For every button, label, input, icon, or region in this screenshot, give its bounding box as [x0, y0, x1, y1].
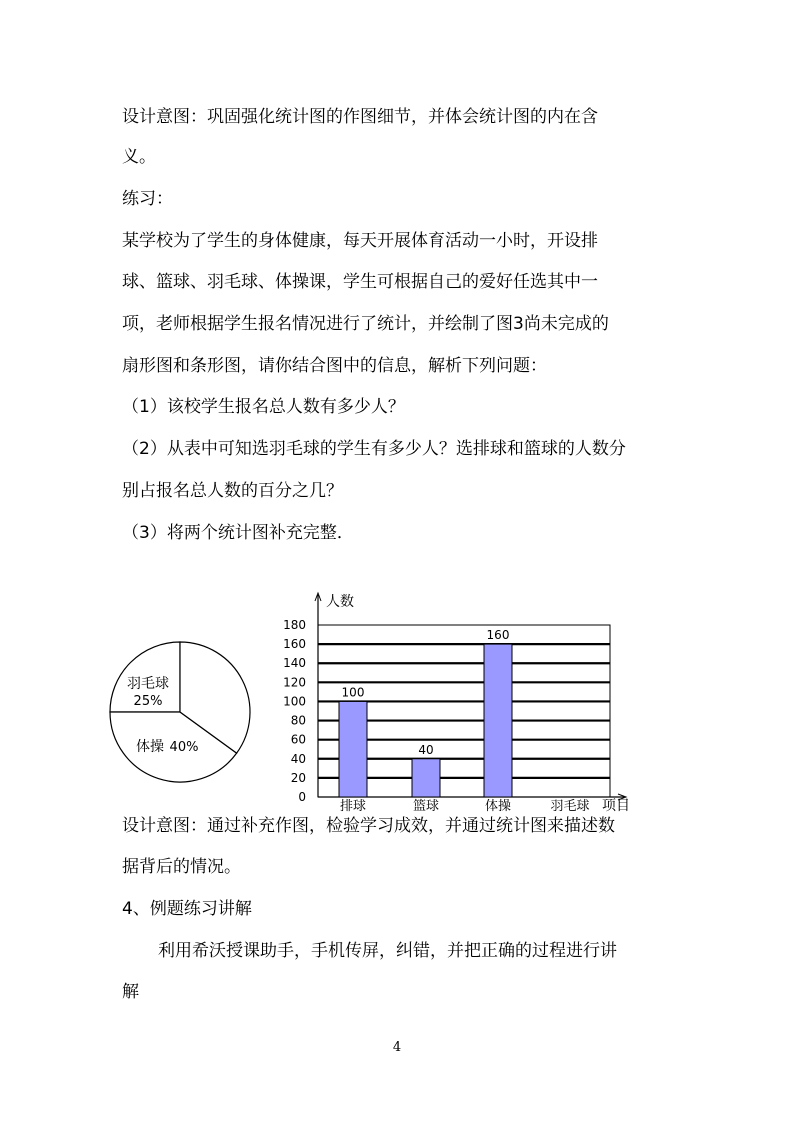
- y-tick-0: 0: [298, 790, 306, 804]
- pie-label-badminton: 羽毛球: [127, 676, 169, 692]
- x-category-1: 篮球: [412, 799, 440, 814]
- design-intent-2-line-1: 设计意图：通过补充作图，检验学习成效，并通过统计图来描述数: [122, 816, 615, 836]
- x-axis-label: 项目: [602, 798, 630, 814]
- problem-line-3: 项，老师根据学生报名情况进行了统计，并绘制了图3尚未完成的: [122, 314, 609, 334]
- x-category-2: 体操: [484, 799, 512, 814]
- y-tick-40: 40: [290, 751, 306, 766]
- question-3: （3）将两个统计图补充完整．: [122, 523, 354, 543]
- y-tick-80: 80: [290, 713, 306, 728]
- question-2-line-1: （2）从表中可知选羽毛球的学生有多少人？选排球和篮球的人数分: [122, 439, 626, 459]
- section-body-line-1: 利用希沃授课助手，手机传屏，纠错，并把正确的过程进行讲: [158, 941, 617, 961]
- bar-value-label-0: 100: [341, 685, 365, 700]
- y-tick-60: 60: [290, 732, 306, 747]
- page-number: 4: [392, 1040, 402, 1055]
- bar-chart: [270, 585, 650, 815]
- y-tick-120: 120: [283, 675, 306, 690]
- section-body-line-2: 解: [122, 982, 139, 1002]
- x-category-0: 排球: [339, 799, 367, 814]
- section-heading: 4、例题练习讲解: [122, 899, 252, 919]
- problem-line-4: 扇形图和条形图，请你结合图中的信息，解析下列问题：: [122, 356, 547, 376]
- y-tick-140: 140: [283, 656, 306, 671]
- design-intent-2-line-2: 据背后的情况。: [122, 857, 241, 877]
- bar-0: [339, 701, 367, 797]
- y-tick-180: 180: [283, 618, 306, 632]
- question-1: （1）该校学生报名总人数有多少人？: [122, 397, 405, 417]
- bar-value-label-2: 160: [486, 628, 510, 643]
- y-tick-160: 160: [283, 637, 306, 652]
- y-tick-20: 20: [290, 770, 306, 785]
- problem-line-2: 球、篮球、羽毛球、体操课，学生可根据自己的爱好任选其中一: [122, 272, 598, 292]
- design-intent-line-1: 设计意图：巩固强化统计图的作图细节，并体会统计图的内在含: [122, 107, 598, 127]
- bar-2: [484, 644, 512, 797]
- bar-1: [412, 759, 440, 797]
- bar-value-label-1: 40: [418, 742, 434, 757]
- pie-value-badminton: 25%: [133, 694, 163, 709]
- pie-chart: [100, 632, 260, 792]
- pie-value-gymnastics: 40%: [169, 740, 199, 755]
- x-category-3: 羽毛球: [550, 799, 590, 814]
- y-tick-100: 100: [283, 694, 306, 709]
- pie-label-gymnastics: 体操: [136, 739, 164, 755]
- exercise-heading: 练习：: [122, 189, 173, 209]
- problem-line-1: 某学校为了学生的身体健康，每天开展体育活动一小时，开设排: [122, 231, 598, 251]
- design-intent-line-2: 义。: [122, 147, 156, 167]
- question-2-line-2: 别占报名总人数的百分之几？: [122, 481, 343, 501]
- y-axis-label: 人数: [326, 594, 354, 610]
